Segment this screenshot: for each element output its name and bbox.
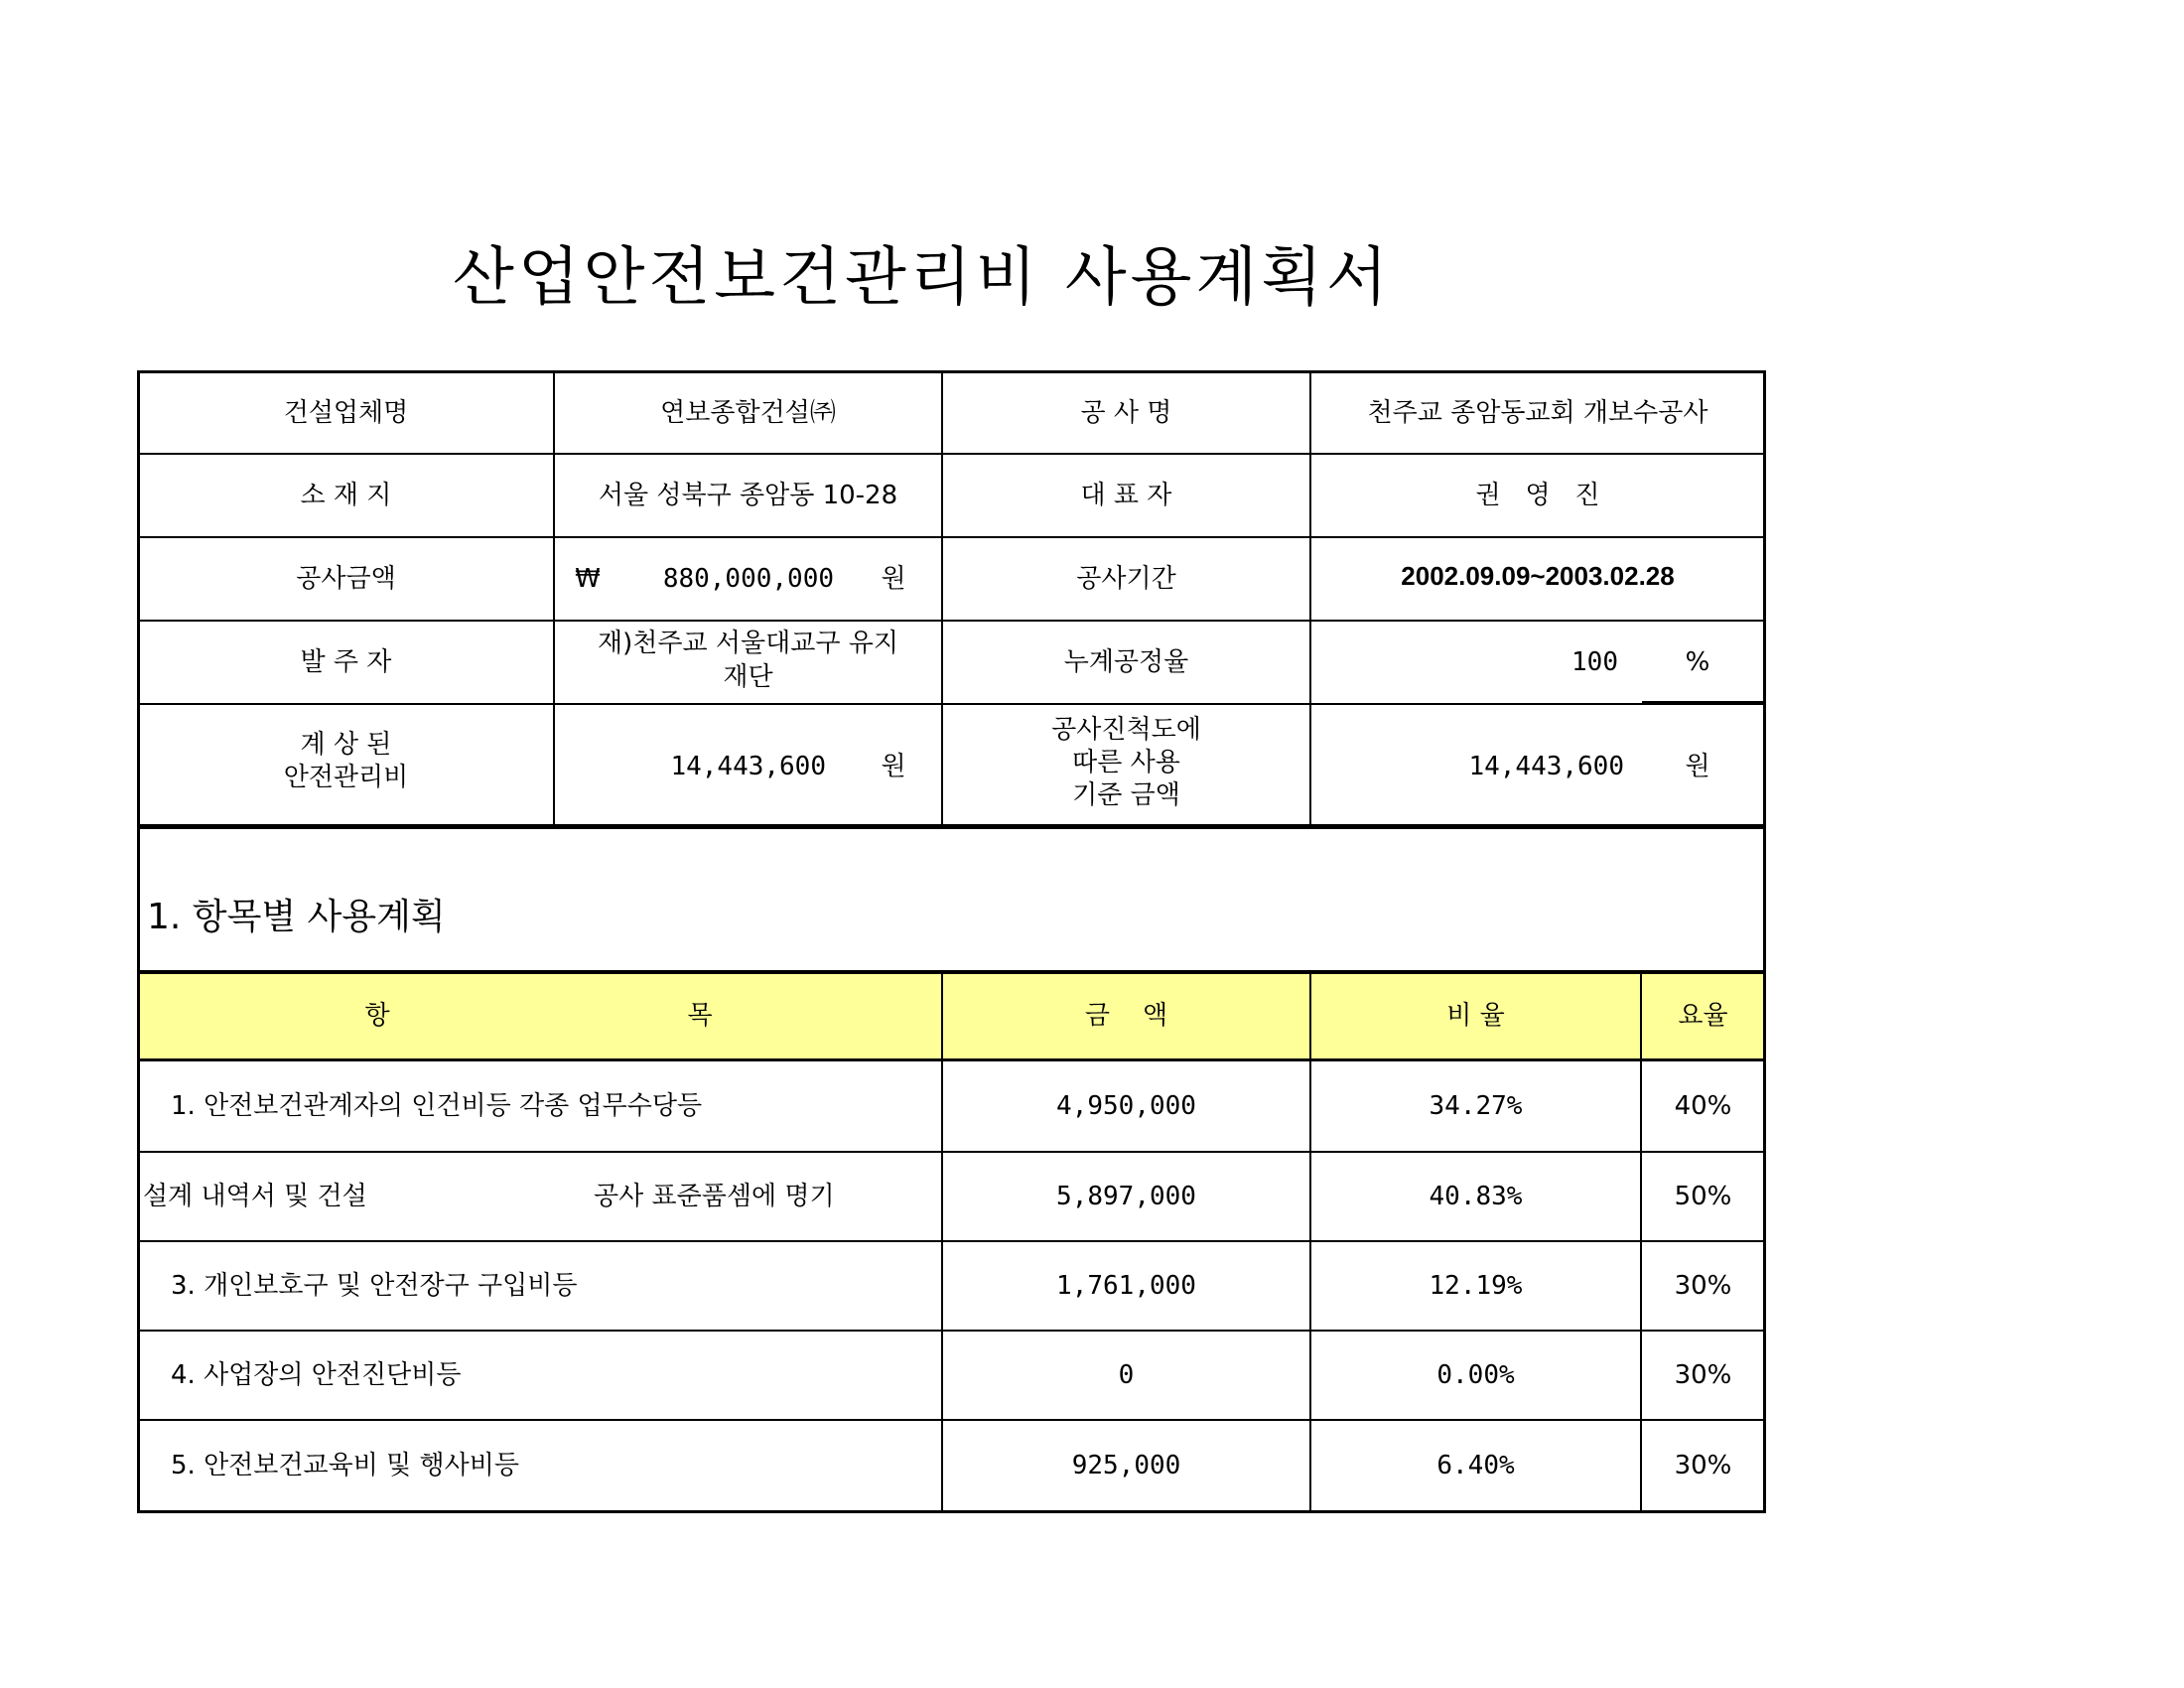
table-row-1-amount: 4,950,000	[1056, 1091, 1196, 1121]
table-row-3-rate: 30%	[1674, 1271, 1732, 1301]
planned-unit: 원	[881, 751, 906, 781]
table-row-2-item-left: 설계 내역서 및 건설	[143, 1182, 367, 1211]
table-row-3-item: 3. 개인보호구 및 안전장구 구입비등	[171, 1271, 578, 1301]
company-label: 건설업체명	[283, 397, 409, 428]
table-row-2-rate: 50%	[1674, 1182, 1732, 1211]
table-row-5-item: 5. 안전보건교육비 및 행사비등	[171, 1451, 519, 1480]
client-value-line1: 재)천주교 서울대교구 유지	[598, 629, 898, 658]
amount-currency: ₩	[575, 564, 601, 594]
amount-value: 880,000,000	[662, 564, 834, 594]
header-ratio: 비 율	[1446, 1001, 1505, 1031]
address-value: 서울 성북구 종암동 10-28	[598, 481, 898, 510]
progress-label: 누계공정율	[1063, 647, 1189, 677]
planned-value: 14,443,600	[670, 751, 826, 781]
client-value-line2: 재단	[723, 662, 773, 692]
basis-label-line3: 기준 금액	[1072, 780, 1180, 810]
table-row-2-item-right: 공사 표준품셈에 명기	[594, 1182, 835, 1211]
amount-label: 공사금액	[296, 564, 396, 594]
basis-label-line2: 따른 사용	[1072, 748, 1180, 777]
table-row-5-rate: 30%	[1674, 1451, 1732, 1480]
table-row-4-item: 4. 사업장의 안전진단비등	[171, 1360, 462, 1390]
period-label: 공사기간	[1076, 564, 1176, 594]
page-title: 산업안전보건관리비 사용계획서	[453, 241, 1392, 315]
basis-label-line1: 공사진척도에	[1051, 715, 1201, 745]
address-label: 소 재 지	[300, 481, 392, 510]
project-label: 공 사 명	[1080, 397, 1172, 428]
table-row-4-amount: 0	[1118, 1360, 1135, 1390]
table-row-1-rate: 40%	[1674, 1091, 1732, 1121]
header-item-b: 목	[687, 1001, 713, 1031]
table-row-4-rate: 30%	[1674, 1360, 1732, 1390]
period-value: 2002.09.09~2003.02.28	[1401, 561, 1675, 591]
table-row-4-ratio: 0.00%	[1436, 1360, 1515, 1390]
project-value: 천주교 종암동교회 개보수공사	[1367, 397, 1708, 428]
representative-value: 권 영 진	[1475, 481, 1600, 510]
header-amount: 금 액	[1084, 1001, 1168, 1031]
table-row-3-amount: 1,761,000	[1056, 1271, 1196, 1301]
company-value: 연보종합건설㈜	[660, 397, 836, 428]
representative-label: 대 표 자	[1080, 481, 1172, 510]
table-row-5-amount: 925,000	[1071, 1451, 1181, 1480]
table-row-3-ratio: 12.19%	[1429, 1271, 1523, 1301]
planned-label-line2: 안전관리비	[283, 763, 409, 792]
client-label: 발 주 자	[300, 647, 392, 677]
table-row-1-ratio: 34.27%	[1429, 1091, 1523, 1121]
progress-unit: %	[1685, 647, 1710, 677]
table-row-5-ratio: 6.40%	[1436, 1451, 1515, 1480]
section-title: 1. 항목별 사용계획	[147, 897, 446, 937]
amount-unit: 원	[881, 564, 906, 594]
basis-unit: 원	[1685, 751, 1710, 781]
progress-value: 100	[1571, 647, 1618, 677]
table-row-1-item: 1. 안전보건관계자의 인건비등 각종 업무수당등	[171, 1091, 703, 1121]
table-row-2-ratio: 40.83%	[1429, 1182, 1523, 1211]
header-rate: 요율	[1678, 1001, 1728, 1031]
basis-value: 14,443,600	[1468, 751, 1624, 781]
table-row-2-amount: 5,897,000	[1056, 1182, 1196, 1211]
planned-label-line1: 계 상 된	[300, 730, 392, 760]
header-item-a: 항	[364, 1001, 390, 1031]
